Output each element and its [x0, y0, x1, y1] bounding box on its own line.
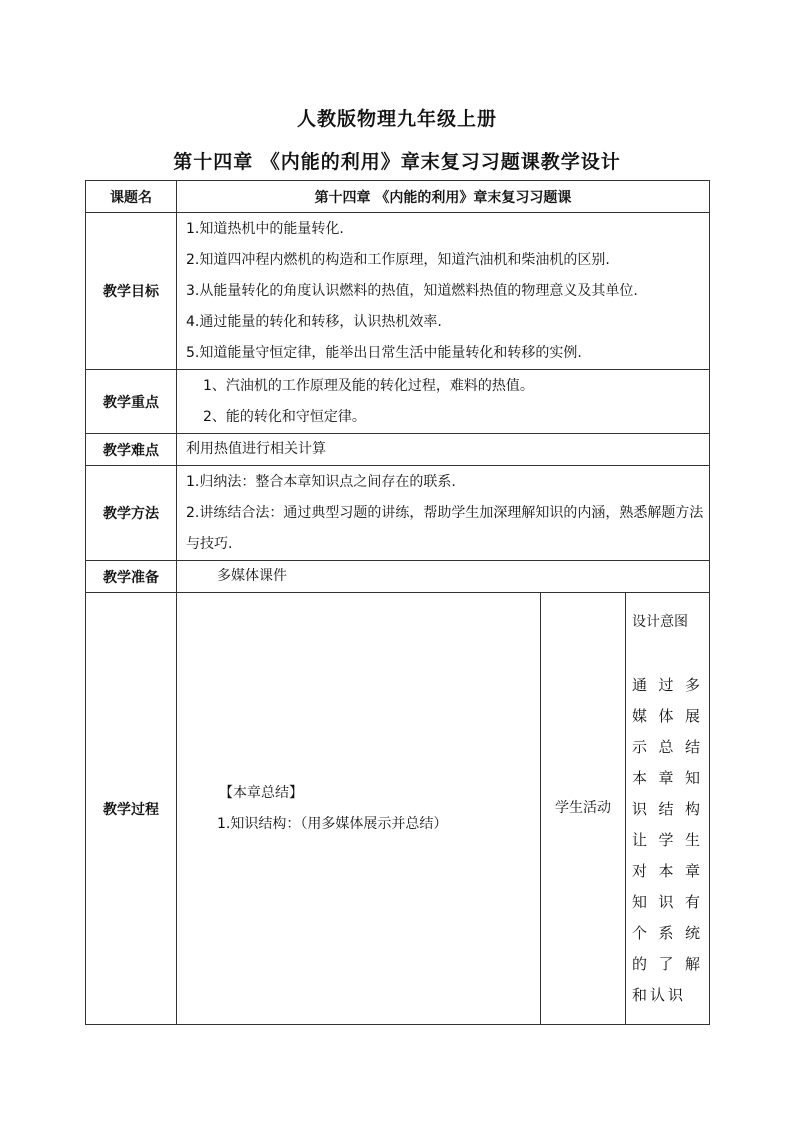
methods-label: 教学方法	[86, 466, 177, 561]
method-item: 2.讲练结合法：通过典型习题的讲练，帮助学生加深理解知识的内涵，熟悉解题方法与技巧.	[186, 504, 704, 552]
key-point-item: 1、汽油机的工作原理及能的转化过程，难料的热值。	[203, 377, 534, 394]
objective-item: 2.知道四冲程内燃机的构造和工作原理，知道汽油机和柴油机的区别.	[186, 251, 610, 268]
key-point-item: 2、能的转化和守恒定律。	[203, 408, 366, 425]
key-points-label: 教学重点	[86, 370, 177, 434]
design-intent-header: 设计意图	[632, 613, 688, 630]
objective-item: 1.知道热机中的能量转化.	[186, 220, 344, 237]
row-key-points	[86, 370, 710, 434]
process-section-title: 【本章总结】	[219, 784, 303, 801]
preparation-label: 教学准备	[86, 561, 177, 593]
student-activity-cell	[541, 593, 626, 1025]
process-label: 教学过程	[86, 593, 177, 1025]
objectives-content	[177, 213, 710, 370]
row-course-name	[86, 181, 710, 213]
row-preparation	[86, 561, 710, 593]
process-item: 1.知识结构：（用多媒体展示并总结）	[217, 815, 448, 832]
objectives-label: 教学目标	[86, 213, 177, 370]
preparation-text: 多媒体课件	[217, 568, 287, 584]
row-methods	[86, 466, 710, 561]
objective-item: 3.从能量转化的角度认识燃料的热值，知道燃料热值的物理意义及其单位.	[186, 282, 638, 299]
course-name-value: 第十四章 《内能的利用》章末复习习题课	[177, 181, 710, 213]
row-process	[86, 593, 710, 1025]
objective-item: 5.知道能量守恒定律，能举出日常生活中能量转化和转移的实例.	[186, 344, 582, 361]
difficulty-text: 利用热值进行相关计算	[186, 441, 326, 457]
row-objectives	[86, 213, 710, 370]
method-item: 1.归纳法：整合本章知识点之间存在的联系.	[186, 473, 456, 490]
design-intent-cell	[626, 593, 710, 1025]
methods-content	[177, 466, 710, 561]
lesson-plan-table	[85, 180, 710, 1025]
design-intent-text: 通过多媒体展示总结本章知识结构让学生对本章知识有个系统的了解和认识	[632, 675, 704, 1004]
document-subtitle: 第十四章 《内能的利用》章末复习习题课教学设计	[173, 151, 621, 173]
row-difficulties	[86, 434, 710, 466]
course-name-label: 课题名	[86, 181, 177, 213]
difficulties-label: 教学难点	[86, 434, 177, 466]
preparation-content	[177, 561, 710, 593]
difficulties-content	[177, 434, 710, 466]
objective-item: 4.通过能量的转化和转移，认识热机效率.	[186, 313, 442, 330]
process-content	[177, 593, 541, 1025]
document-title: 人教版物理九年级上册	[296, 108, 497, 130]
key-points-content	[177, 370, 710, 434]
student-activity-header: 学生活动	[555, 800, 611, 816]
